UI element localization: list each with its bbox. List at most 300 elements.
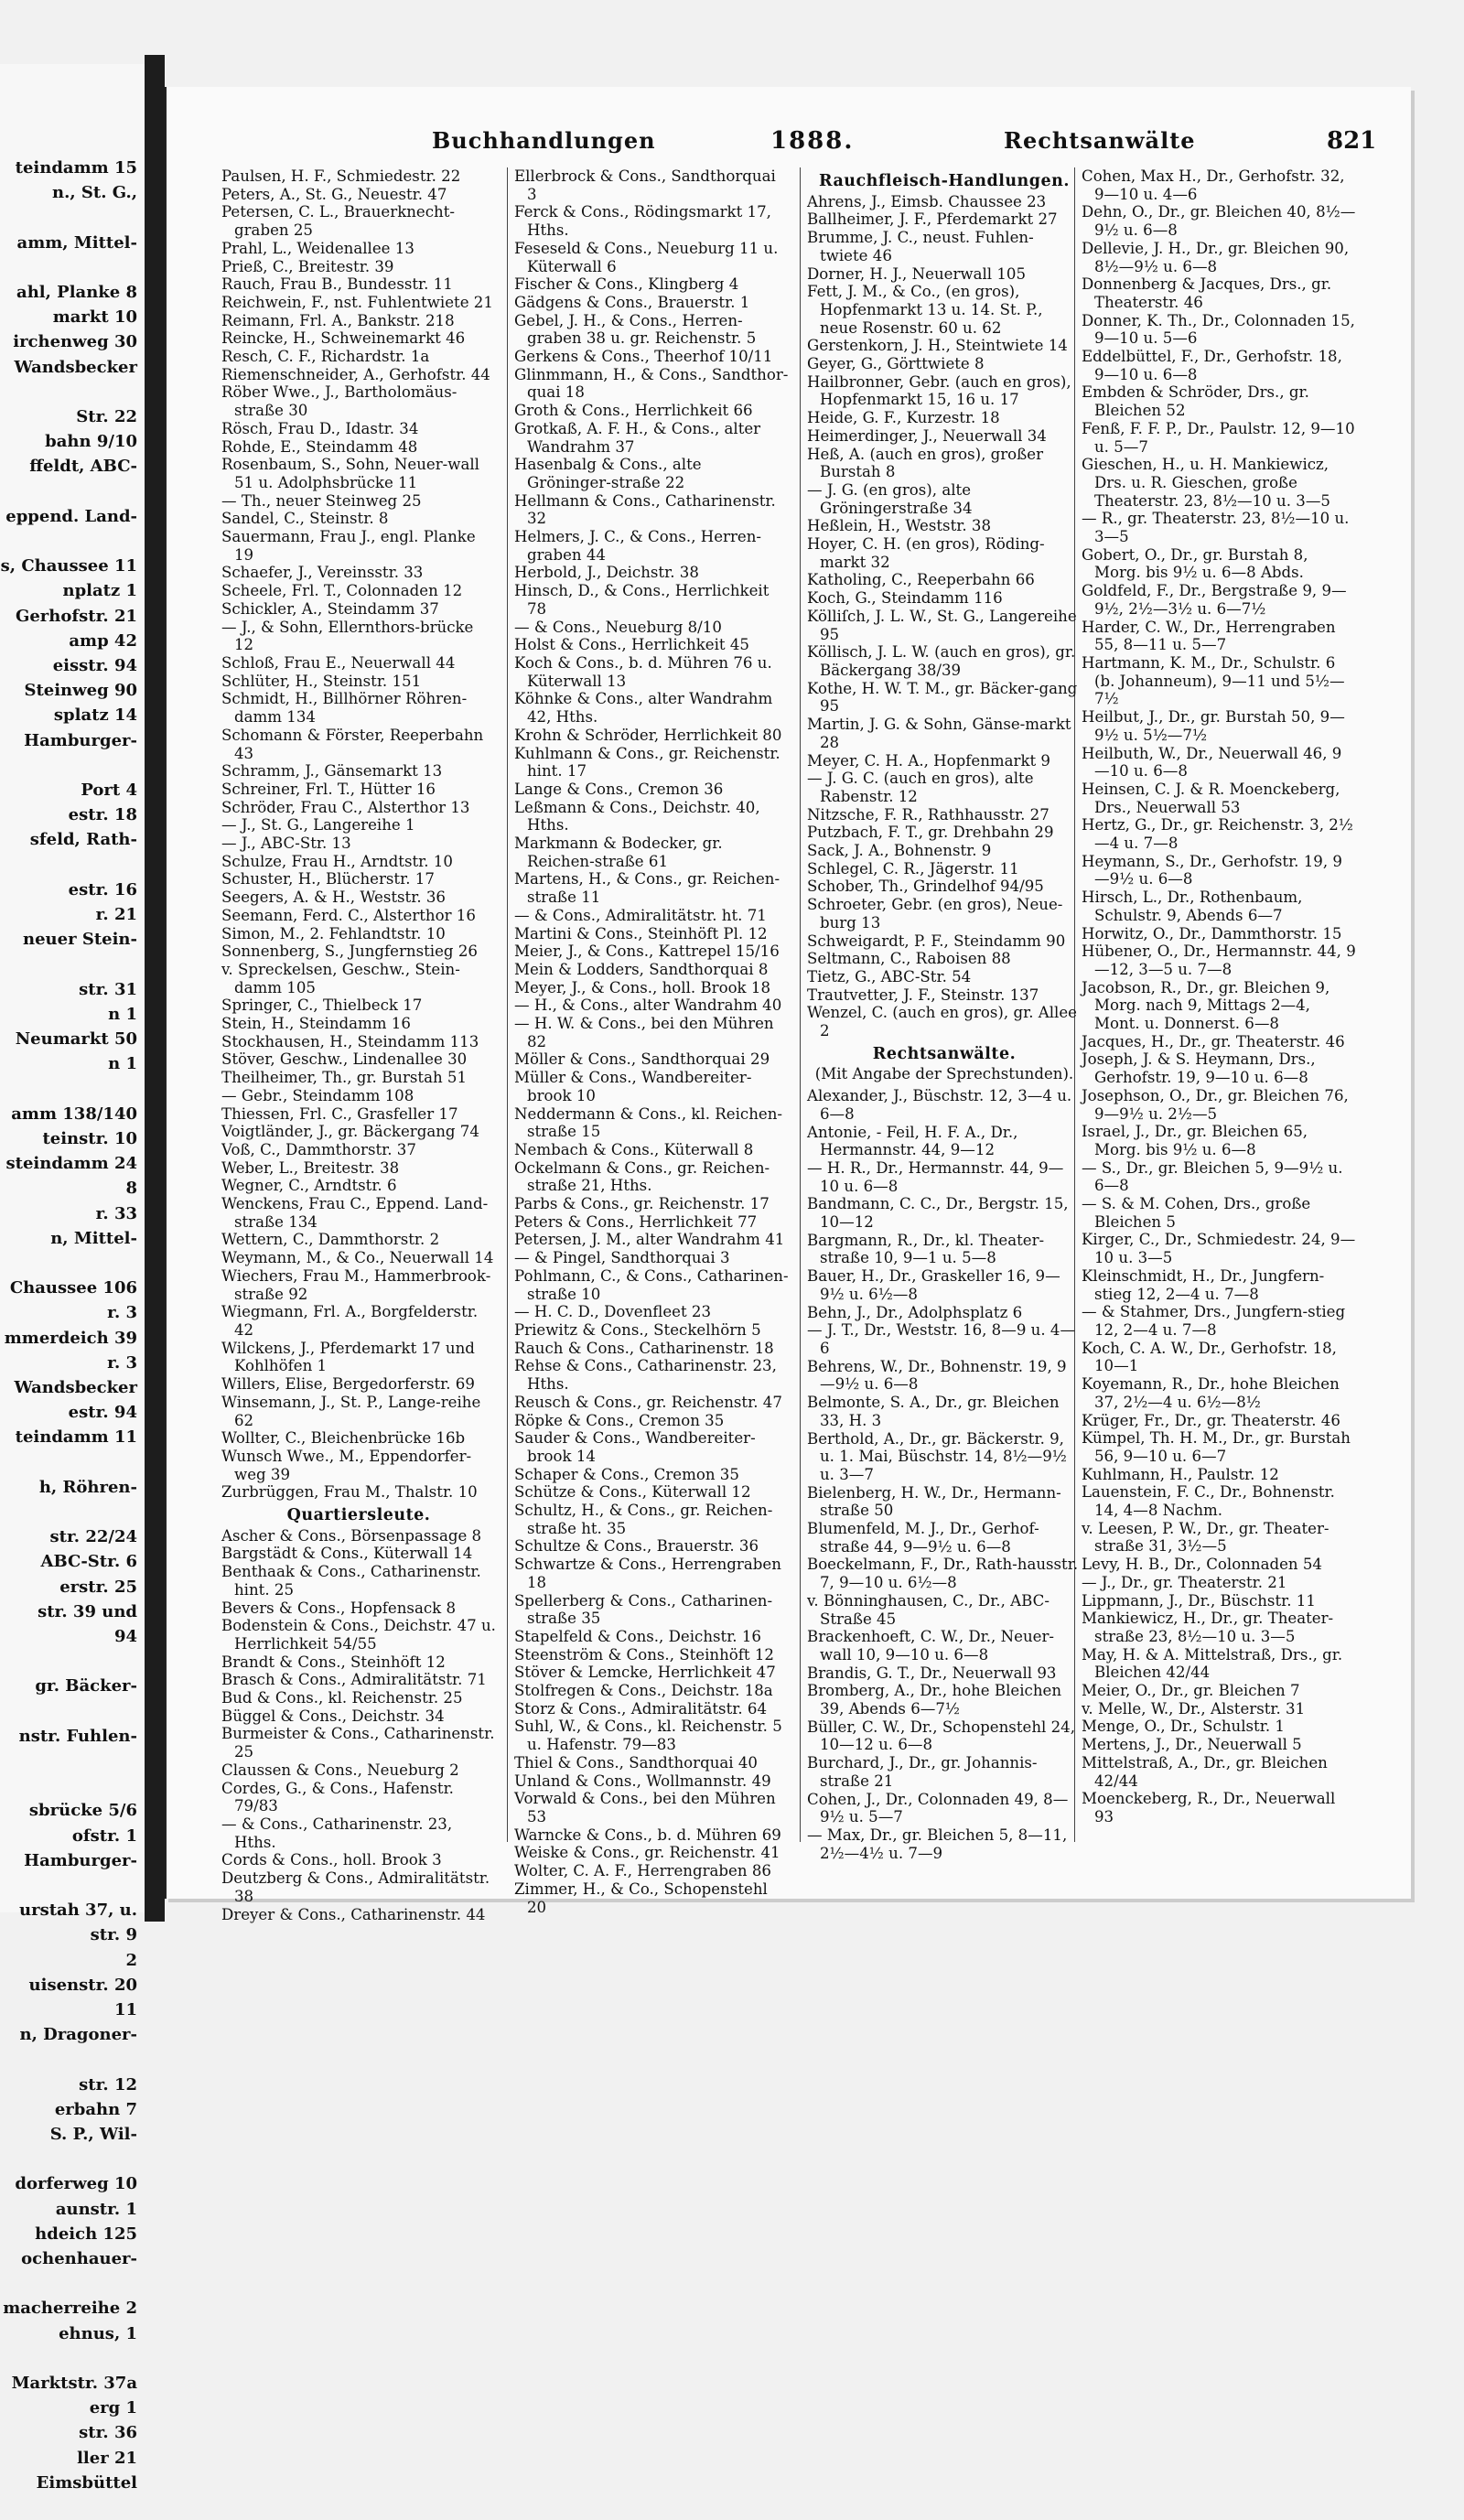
directory-entry: Brumme, J. C., neust. Fuhlen-twiete 46 (807, 229, 1034, 264)
left-fragment-line: mmerdeich 39 (4, 1328, 137, 1348)
left-fragment-line: 8 (125, 1179, 137, 1199)
directory-entry: — & Pingel, Sandthorquai 3 (514, 1249, 730, 1267)
directory-entry: Büller, C. W., Dr., Schopenstehl 24, 10—12 u. 6—8 (807, 1718, 1075, 1754)
directory-entry: Martin, J. G. & Sohn, Gänse-markt 28 (807, 716, 1071, 751)
left-fragment-line: str. 22/24 (49, 1527, 137, 1547)
directory-entry: Spellerberg & Cons., Catharinen-straße 35 (514, 1591, 773, 1628)
directory-entry: Trautvetter, J. F., Steinstr. 137 (807, 985, 1039, 1004)
directory-entry: Petersen, C. L., Brauerknecht-graben 25 (221, 203, 456, 240)
directory-entry: — Th., neuer Steinweg 25 (221, 491, 422, 510)
directory-entry: Ockelmann & Cons., gr. Reichen-straße 21, Hths. (514, 1158, 770, 1195)
header-year: 1888. (770, 127, 855, 155)
directory-entry: — J., Dr., gr. Theaterstr. 21 (1082, 1573, 1287, 1591)
directory-entry: Schlegel, C. R., Jägerstr. 11 (807, 859, 1019, 878)
directory-entry: Koch & Cons., b. d. Mühren 76 u. Küterwall 13 (514, 653, 772, 690)
left-fragment-line (0, 953, 145, 977)
left-fragment-line (0, 753, 145, 778)
directory-entry: Dehn, O., Dr., gr. Bleichen 40, 8½—9½ u. 6—8 (1082, 203, 1356, 240)
left-fragment-line: r. 21 (95, 905, 137, 925)
directory-entry: Bromberg, A., Dr., hohe Bleichen 39, Abends 6—7½ (807, 1682, 1062, 1718)
directory-entry: Krüger, Fr., Dr., gr. Theaterstr. 46 (1082, 1411, 1340, 1429)
directory-entry: Markmann & Bodecker, gr. Reichen-straße 61 (514, 835, 723, 870)
left-fragment-line (0, 2147, 145, 2171)
directory-entry: — & Cons., Neueburg 8/10 (514, 618, 722, 636)
directory-entry: Sauder & Cons., Wandbereiter-brook 14 (514, 1429, 756, 1465)
left-fragment-line: irchenweg 30 (13, 332, 137, 352)
directory-entry: Benthaak & Cons., Catharinenstr. hint. 25 (221, 1563, 481, 1599)
column-divider (800, 167, 801, 1842)
directory-entry: Bud & Cons., kl. Reichenstr. 25 (221, 1689, 463, 1707)
directory-entry: Grotkaß, A. F. H., & Cons., alter Wandrahm 37 (514, 419, 761, 456)
directory-entry: Rehse & Cons., Catharinenstr. 23, Hths. (514, 1357, 777, 1394)
directory-entry: Sack, J. A., Bohnenstr. 9 (807, 842, 992, 860)
directory-entry: Feseseld & Cons., Neueburg 11 u. Küterwall 6 (514, 239, 779, 275)
left-fragment-line: Neumarkt 50 (15, 1029, 137, 1050)
left-fragment-line: s, Chaussee 11 (0, 556, 137, 576)
directory-entry: Möller & Cons., Sandthorquai 29 (514, 1050, 770, 1069)
directory-entry: Wiechers, Frau M., Hammerbrook-straße 92 (221, 1266, 491, 1303)
directory-entry: Gerstenkorn, J. H., Steintwiete 14 (807, 337, 1068, 355)
left-fragment-line: amm 138/140 (11, 1104, 137, 1124)
book-gutter (145, 55, 165, 1922)
directory-entry: Schultze & Cons., Brauerstr. 36 (514, 1537, 759, 1556)
directory-entry: Resch, C. F., Richardstr. 1a (221, 348, 430, 366)
directory-entry: Mankiewicz, H., Dr., gr. Theater-straße 23, 8½—10 u. 3—5 (1082, 1610, 1334, 1645)
section-subheading: (Mit Angabe der Sprechstunden). (814, 1065, 1074, 1083)
directory-entry: Lauenstein, F. C., Dr., Bohnenstr. 14, 4—8 Nachm. (1082, 1483, 1335, 1520)
directory-entry: Lange & Cons., Cremon 36 (514, 780, 724, 798)
directory-entry: Schwartze & Cons., Herrengraben 18 (514, 1556, 781, 1591)
directory-entry: Zurbrüggen, Frau M., Thalstr. 10 (221, 1483, 478, 1502)
directory-entry: Heilbut, J., Dr., gr. Burstah 50, 9—9½ u. 5½—7½ (1082, 708, 1345, 744)
left-fragment-line: dorferweg 10 (15, 2174, 137, 2194)
column-2 (514, 167, 789, 1916)
directory-entry: Wilckens, J., Pferdemarkt 17 und Kohlhöfen 1 (221, 1339, 475, 1375)
directory-entry: Jacques, H., Dr., gr. Theaterstr. 46 (1082, 1032, 1345, 1050)
left-fragment-line: str. 39 und (38, 1601, 137, 1621)
directory-entry: Levy, H. B., Dr., Colonnaden 54 (1082, 1556, 1322, 1574)
directory-entry: Heß, A. (auch en gros), großer Burstah 8 (807, 445, 1044, 481)
directory-entry: Sonnenberg, S., Jungfernstieg 26 (221, 942, 478, 961)
directory-entry: Springer, C., Thielbeck 17 (221, 996, 423, 1015)
directory-entry: Schultz, H., & Cons., gr. Reichen-straße ht. 35 (514, 1502, 773, 1537)
header-left-title: Buchhandlungen (432, 127, 656, 154)
directory-entry: Katholing, C., Reeperbahn 66 (807, 571, 1035, 589)
directory-entry: Menge, O., Dr., Schulstr. 1 (1082, 1718, 1285, 1736)
directory-entry: Joseph, J. & S. Heymann, Drs., Gerhofstr. 19, 9—10 u. 6—8 (1082, 1050, 1316, 1087)
left-fragment-line: ller 21 (77, 2448, 137, 2468)
directory-entry: Fenß, F. F. P., Dr., Paulstr. 12, 9—10 u. 5—7 (1082, 419, 1355, 456)
left-fragment-line: r. 33 (95, 1203, 137, 1223)
directory-entry: Eddelbüttel, F., Dr., Gerhofstr. 18, 9—10 u. 6—8 (1082, 348, 1342, 383)
left-fragment-line: steindamm 24 (5, 1154, 137, 1174)
directory-entry: Bielenberg, H. W., Dr., Hermann-straße 50 (807, 1483, 1061, 1520)
directory-entry: Schickler, A., Steindamm 37 (221, 599, 439, 618)
left-fragment-line: ofstr. 1 (71, 1825, 137, 1846)
directory-entry: Thiel & Cons., Sandthorquai 40 (514, 1753, 758, 1772)
directory-entry: Prieß, C., Breitestr. 39 (221, 257, 394, 275)
directory-entry: Rohde, E., Steindamm 48 (221, 437, 418, 456)
directory-entry: Schroeter, Gebr. (en gros), Neue-burg 13 (807, 896, 1063, 932)
section-heading: Rauchfleisch-Handlungen. (819, 172, 1070, 190)
directory-entry: Vorwald & Cons., bei den Mühren 53 (514, 1790, 776, 1825)
directory-entry: Meyer, C. H. A., Hopfenmarkt 9 (807, 751, 1050, 770)
left-fragment-line (0, 255, 145, 280)
left-fragment-line (0, 2346, 145, 2371)
directory-entry: Fett, J. M., & Co., (en gros), Hopfenmarkt 13 u. 14. St. P., neue Rosenstr. 60 u. 62 (807, 283, 1043, 337)
left-fragment-line: erg 1 (89, 2398, 137, 2418)
directory-entry: Rauch, Frau B., Bundesstr. 11 (221, 275, 453, 294)
directory-entry: Cohen, Max H., Dr., Gerhofstr. 32, 9—10 u. 4—6 (1082, 167, 1345, 203)
left-fragment-line (0, 1450, 145, 1475)
left-fragment-line: splatz 14 (53, 705, 137, 726)
directory-entry: Donnenberg & Jacques, Drs., gr. Theaterstr. 46 (1082, 275, 1332, 311)
left-fragment-line: Chaussee 106 (9, 1278, 137, 1298)
directory-entry: Koyemann, R., Dr., hohe Bleichen 37, 2½—4 u. 6½—8½ (1082, 1375, 1340, 1411)
directory-entry: Wenzel, C. (auch en gros), gr. Allee 2 (807, 1004, 1077, 1040)
directory-entry: — J., & Sohn, Ellernthors-brücke 12 (221, 618, 474, 654)
directory-entry: Schröder, Frau C., Alsterthor 13 (221, 798, 470, 816)
left-fragment-line: ffeldt, ABC- (29, 457, 137, 477)
directory-entry: Mein & Lodders, Sandthorquai 8 (514, 960, 769, 978)
directory-entry: Schmidt, H., Billhörner Röhren-damm 134 (221, 690, 468, 727)
column-3 (807, 167, 1082, 1862)
directory-entry: Cohen, J., Dr., Colonnaden 49, 8—9½ u. 5—7 (807, 1790, 1069, 1826)
directory-entry: Hoyer, C. H. (en gros), Röding-markt 32 (807, 535, 1045, 571)
directory-entry: Moenckeberg, R., Dr., Neuerwall 93 (1082, 1790, 1336, 1825)
directory-entry: Koch, G., Steindamm 116 (807, 589, 1003, 608)
left-fragment-line: Wandsbecker (14, 1377, 137, 1397)
directory-entry: Stöver, Geschw., Lindenallee 30 (221, 1050, 468, 1069)
left-fragment-line: gr. Bäcker- (35, 1676, 137, 1696)
directory-entry: — J., St. G., Langereihe 1 (221, 816, 415, 835)
directory-entry: Lippmann, J., Dr., Büschstr. 11 (1082, 1591, 1316, 1610)
directory-entry: Fischer & Cons., Klingberg 4 (514, 275, 739, 294)
directory-entry: Rösch, Frau D., Idastr. 34 (221, 419, 419, 437)
directory-entry: Hertz, G., Dr., gr. Reichenstr. 3, 2½—4 u. 7—8 (1082, 816, 1353, 853)
left-page-fragment (0, 64, 146, 2493)
directory-entry: Meier, O., Dr., gr. Bleichen 7 (1082, 1682, 1300, 1700)
directory-entry: Gobert, O., Dr., gr. Burstah 8, Morg. bis 9½ u. 6—8 Abds. (1082, 545, 1308, 582)
directory-entry: Reimann, Frl. A., Bankstr. 218 (221, 311, 455, 329)
directory-entry: Heßlein, H., Weststr. 38 (807, 517, 992, 535)
directory-entry: Behrens, W., Dr., Bohnenstr. 19, 9—9½ u. 6—8 (807, 1357, 1067, 1394)
directory-entry: Harder, C. W., Dr., Herrengraben 55, 8—11 u. 5—7 (1082, 618, 1336, 654)
directory-entry: Belmonte, S. A., Dr., gr. Bleichen 33, H. 3 (807, 1394, 1060, 1429)
directory-entry: Warncke & Cons., b. d. Mühren 69 (514, 1825, 781, 1844)
directory-entry: Wenckens, Frau C., Eppend. Land-straße 134 (221, 1195, 489, 1231)
left-fragment-line: str. 31 (79, 979, 137, 999)
directory-entry: Ahrens, J., Eimsb. Chaussee 23 (807, 192, 1047, 210)
directory-entry: Rosenbaum, S., Sohn, Neuer-wall 51 u. Adolphsbrücke 11 (221, 456, 479, 491)
directory-entry: — Max, Dr., gr. Bleichen 5, 8—11, 2½—4½ u. 7—9 (807, 1825, 1068, 1862)
directory-entry: Röpke & Cons., Cremon 35 (514, 1411, 725, 1429)
left-fragment-line: bahn 9/10 (45, 432, 137, 452)
directory-entry: Simon, M., 2. Fehlandtstr. 10 (221, 924, 446, 942)
directory-entry: Dreyer & Cons., Catharinenstr. 44 (221, 1905, 486, 1923)
left-fragment-line: Hamburger- (24, 1850, 137, 1870)
directory-entry: Hellmann & Cons., Catharinenstr. 32 (514, 491, 776, 528)
directory-entry: Prahl, L., Weidenallee 13 (221, 239, 414, 257)
directory-entry: Kuhlmann & Cons., gr. Reichenstr. hint. 17 (514, 744, 780, 781)
header-right-title: Rechtsanwälte (1004, 127, 1196, 154)
left-fragment-line (0, 529, 145, 554)
left-fragment-line: Port 4 (81, 781, 137, 801)
left-fragment-line: sbrücke 5/6 (28, 1801, 137, 1821)
directory-entry: Kleinschmidt, H., Dr., Jungfern-stieg 12, 2—4 u. 7—8 (1082, 1266, 1325, 1303)
left-fragment-line (0, 2495, 145, 2520)
left-fragment-line: ochenhauer- (21, 2249, 137, 2269)
directory-entry: Theilheimer, Th., gr. Burstah 51 (221, 1069, 468, 1087)
directory-entry: Groth & Cons., Herrlichkeit 66 (514, 402, 753, 420)
directory-entry: Israel, J., Dr., gr. Bleichen 65, Morg. bis 9½ u. 6—8 (1082, 1123, 1308, 1158)
left-fragment-line: teinstr. 10 (42, 1128, 137, 1148)
directory-entry: Sandel, C., Steinstr. 8 (221, 510, 389, 528)
directory-entry: Blumenfeld, M. J., Dr., Gerhof-straße 44, 9—9½ u. 6—8 (807, 1520, 1039, 1556)
directory-entry: Schober, Th., Grindelhof 94/95 (807, 878, 1044, 896)
directory-entry: Kirger, C., Dr., Schmiedestr. 24, 9—10 u. 3—5 (1082, 1231, 1356, 1267)
directory-entry: Herbold, J., Deichstr. 38 (514, 564, 699, 582)
directory-entry: Weiske & Cons., gr. Reichenstr. 41 (514, 1844, 780, 1862)
directory-entry: Heilbuth, W., Dr., Neuerwall 46, 9—10 u. 6—8 (1082, 744, 1342, 781)
left-fragment-line: n, Mittel- (50, 1228, 137, 1248)
directory-entry: Müller & Cons., Wandbereiter-brook 10 (514, 1069, 752, 1104)
directory-entry: Zimmer, H., & Co., Schopenstehl 20 (514, 1879, 768, 1916)
directory-entry: Behn, J., Dr., Adolphsplatz 6 (807, 1303, 1023, 1321)
directory-entry: Ascher & Cons., Börsenpassage 8 (221, 1526, 482, 1545)
left-fragment-line (0, 1699, 145, 1724)
directory-entry: Wiegmann, Frl. A., Borgfelderstr. 42 (221, 1303, 479, 1339)
directory-entry: Jacobson, R., Dr., gr. Bleichen 9, Morg. nach 9, Mittags 2—4, Mont. u. Donnerst. 6—8 (1082, 978, 1330, 1033)
directory-entry: Deutzberg & Cons., Admiralitätstr. 38 (221, 1869, 490, 1905)
directory-entry: Petersen, J. M., alter Wandrahm 41 (514, 1231, 785, 1249)
directory-entry: Wettern, C., Dammthorstr. 2 (221, 1231, 440, 1249)
directory-entry: — J. T., Dr., Weststr. 16, 8—9 u. 4—6 (807, 1321, 1076, 1357)
directory-entry: Thiessen, Frl. C., Grasfeller 17 (221, 1104, 458, 1123)
left-fragment-line: nplatz 1 (62, 581, 137, 601)
left-fragment-line: n, Dragoner- (19, 2025, 137, 2045)
directory-entry: — H., & Cons., alter Wandrahm 40 (514, 996, 782, 1015)
directory-entry: Antonie, - Feil, H. F. A., Dr., Hermannstr. 44, 9—12 (807, 1123, 1018, 1159)
directory-entry: Bauer, H., Dr., Graskeller 16, 9—9½ u. 6½—8 (807, 1267, 1060, 1303)
directory-entry: Hirsch, L., Dr., Rothenbaum, Schulstr. 9, Abends 6—7 (1082, 888, 1303, 924)
left-fragment-line (0, 380, 145, 404)
left-fragment-line: urstah 37, u. (19, 1901, 137, 1921)
directory-entry: Gebel, J. H., & Cons., Herren-graben 38 u. gr. Reichenstr. 5 (514, 311, 757, 348)
left-fragment-line: 94 (113, 1626, 137, 1646)
left-fragment-line: teindamm 11 (15, 1427, 137, 1448)
directory-entry: Büggel & Cons., Deichstr. 34 (221, 1707, 445, 1725)
left-fragment-line: h, Röhren- (38, 1477, 137, 1497)
left-fragment-line: nstr. Fuhlen- (18, 1726, 137, 1746)
directory-entry: Leßmann & Cons., Deichstr. 40, Hths. (514, 798, 760, 835)
directory-entry: Schlüter, H., Steinstr. 151 (221, 672, 422, 690)
directory-entry: Claussen & Cons., Neueburg 2 (221, 1761, 459, 1779)
directory-entry: Stolfregen & Cons., Deichstr. 18a (514, 1682, 773, 1700)
left-fragment-line: n 1 (108, 1054, 137, 1074)
directory-entry: — S., Dr., gr. Bleichen 5, 9—9½ u. 6—8 (1082, 1158, 1343, 1195)
left-fragment-line: erbahn 7 (54, 2099, 137, 2119)
directory-entry: Wollter, C., Bleichenbrücke 16b (221, 1429, 466, 1448)
directory-entry: Stöver & Lemcke, Herrlichkeit 47 (514, 1664, 776, 1682)
directory-entry: Schweigardt, P. F., Steindamm 90 (807, 932, 1066, 950)
directory-entry: Glinmmann, H., & Cons., Sandthor-quai 18 (514, 365, 789, 402)
left-fragment-line: amp 42 (69, 630, 137, 651)
directory-entry: Martini & Cons., Steinhöft Pl. 12 (514, 924, 768, 942)
left-fragment-line: 11 (113, 2000, 137, 2020)
left-fragment-line: r. 3 (107, 1303, 137, 1323)
left-fragment-line: Gerhofstr. 21 (15, 606, 137, 626)
directory-entry: Hartmann, K. M., Dr., Schulstr. 6 (b. Johanneum), 9—11 und 5½—7½ (1082, 653, 1345, 708)
directory-entry: Hasenbalg & Cons., alte Gröninger-straße 22 (514, 456, 702, 491)
left-fragment-line (0, 1077, 145, 1102)
directory-entry: Stockhausen, H., Steindamm 113 (221, 1032, 479, 1050)
directory-entry: Kölliſch, J. L. W., St. G., Langereihe 95 (807, 607, 1077, 643)
left-fragment-line (0, 853, 145, 878)
directory-entry: Goldfeld, F., Dr., Bergstraße 9, 9—9½, 2½—3½ u. 6—7½ (1082, 582, 1347, 618)
directory-entry: Winsemann, J., St. P., Lange-reihe 62 (221, 1393, 481, 1429)
directory-entry: Voigtländer, J., gr. Bäckergang 74 (221, 1123, 479, 1141)
left-fragment-line (0, 205, 145, 230)
directory-entry: Dorner, H. J., Neuerwall 105 (807, 264, 1027, 283)
left-fragment-line: 2 (125, 1950, 137, 1970)
directory-entry: Suhl, W., & Cons., kl. Reichenstr. 5 u. Hafenstr. 79—83 (514, 1718, 782, 1754)
left-fragment-line: Marktstr. 37a (11, 2374, 137, 2394)
directory-entry: Heide, G. F., Kurzestr. 18 (807, 409, 1000, 427)
directory-entry: — J. G. (en gros), alte Gröningerstraße 34 (807, 480, 973, 517)
directory-entry: Heinsen, C. J. & R. Moenckeberg, Drs., Neuerwall 53 (1082, 780, 1340, 816)
left-fragment-line: Wandsbecker (14, 357, 137, 377)
left-fragment-line: erstr. 25 (59, 1577, 137, 1597)
directory-entry: Köllisch, J. L. W. (auch en gros), gr. Bäckergang 38/39 (807, 643, 1076, 679)
directory-entry: May, H. & A. Mittelstraß, Drs., gr. Bleichen 42/44 (1082, 1645, 1343, 1682)
directory-entry: Mittelstraß, A., Dr., gr. Bleichen 42/44 (1082, 1753, 1328, 1790)
left-fragment-line: ehnus, 1 (59, 2323, 137, 2343)
directory-entry: — & Cons., Catharinenstr. 23, Hths. (221, 1815, 453, 1851)
left-fragment-line: uisenstr. 20 (28, 1975, 137, 1995)
directory-entry: Köhnke & Cons., alter Wandrahm 42, Hths. (514, 690, 773, 727)
directory-entry: Gerkens & Cons., Theerhof 10/11 (514, 348, 773, 366)
directory-entry: Meier, J., & Cons., Kattrepel 15/16 (514, 942, 780, 961)
directory-entry: Stapelfeld & Cons., Deichstr. 16 (514, 1627, 761, 1645)
directory-entry: Holst & Cons., Herrlichkeit 45 (514, 636, 749, 654)
directory-entry: Schomann & Förster, Reeperbahn 43 (221, 726, 484, 762)
left-fragment-line: n 1 (108, 1004, 137, 1024)
directory-entry: Neddermann & Cons., kl. Reichen-straße 15 (514, 1104, 782, 1141)
directory-entry: Kuhlmann, H., Paulstr. 12 (1082, 1465, 1279, 1483)
directory-entry: Brasch & Cons., Admiralitätstr. 71 (221, 1671, 487, 1689)
left-fragment-line: estr. 18 (68, 805, 137, 825)
directory-entry: v. Bönninghausen, C., Dr., ABC-Straße 45 (807, 1591, 1050, 1628)
left-fragment-line (0, 1773, 145, 1798)
left-fragment-line: ABC-Str. 6 (40, 1552, 137, 1572)
directory-entry: — J. G. C. (auch en gros), alte Rabenstr. 12 (807, 770, 1034, 805)
directory-entry: Hübener, O., Dr., Hermannstr. 44, 9—12, 3—5 u. 7—8 (1082, 942, 1356, 978)
directory-entry: Wunsch Wwe., M., Eppendorfer-weg 39 (221, 1447, 472, 1483)
directory-entry: Cords & Cons., holl. Brook 3 (221, 1851, 442, 1869)
left-fragment-line (0, 2271, 145, 2296)
directory-entry: Donner, K. Th., Dr., Colonnaden 15, 9—10 u. 5—6 (1082, 311, 1355, 348)
directory-entry: Wegner, C., Arndtstr. 6 (221, 1177, 397, 1195)
left-fragment-line: estr. 16 (68, 879, 137, 899)
directory-entry: Bodenstein & Cons., Deichstr. 47 u. Herrlichkeit 54/55 (221, 1617, 496, 1653)
directory-entry: Paulsen, H. F., Schmiedestr. 22 (221, 167, 461, 185)
directory-entry: Riemenschneider, A., Gerhofstr. 44 (221, 365, 490, 383)
directory-entry: Röber Wwe., J., Bartholomäus-straße 30 (221, 383, 458, 420)
directory-entry: Wolter, C. A. F., Herrengraben 86 (514, 1862, 771, 1880)
left-fragment-line: estr. 94 (68, 1403, 137, 1423)
directory-page (165, 87, 1411, 1923)
directory-entry: Sauermann, Frau J., engl. Planke 19 (221, 528, 476, 564)
directory-entry: Geyer, G., Görttwiete 8 (807, 355, 985, 373)
directory-entry: Embden & Schröder, Drs., gr. Bleichen 52 (1082, 383, 1309, 420)
left-fragment-line: n., St. G., (52, 183, 137, 203)
directory-entry: — J., ABC-Str. 13 (221, 835, 351, 853)
directory-entry: Schaper & Cons., Cremon 35 (514, 1465, 739, 1483)
directory-entry: Schreiner, Frl. T., Hütter 16 (221, 780, 436, 798)
directory-entry: Meyer, J., & Cons., holl. Brook 18 (514, 978, 771, 996)
directory-entry: v. Melle, W., Dr., Alsterstr. 31 (1082, 1699, 1306, 1718)
left-fragment-line: aunstr. 1 (55, 2199, 137, 2219)
directory-entry: v. Leesen, P. W., Dr., gr. Theater-straße 31, 3½—5 (1082, 1519, 1329, 1556)
left-fragment-line: sfeld, Rath- (29, 830, 137, 850)
directory-entry: Steenström & Cons., Steinhöft 12 (514, 1645, 774, 1664)
left-fragment-line: str. 9 (90, 1925, 137, 1945)
directory-entry: Schuster, H., Blücherstr. 17 (221, 870, 435, 888)
directory-entry: Hinsch, D., & Cons., Herrlichkeit 78 (514, 582, 770, 618)
directory-entry: Schütze & Cons., Küterwall 12 (514, 1483, 751, 1502)
left-fragment-line: amm, Mittel- (16, 232, 137, 253)
directory-entry: Berthold, A., Dr., gr. Bäckerstr. 9, u. 1. Mai, Büschstr. 14, 8½—9½ u. 3—7 (807, 1429, 1067, 1483)
directory-entry: Bandmann, C. C., Dr., Bergstr. 15, 10—12 (807, 1195, 1069, 1232)
directory-entry: Ballheimer, J. F., Pferdemarkt 27 (807, 210, 1058, 229)
directory-entry: Cordes, G., & Cons., Hafenstr. 79/83 (221, 1779, 454, 1815)
left-fragment-line: Str. 22 (76, 407, 137, 427)
left-fragment-line (0, 1873, 145, 1898)
left-fragment-line (0, 2047, 145, 2072)
left-fragment-line (0, 479, 145, 504)
directory-entry: — H. C. D., Dovenfleet 23 (514, 1303, 712, 1321)
directory-entry: Storz & Cons., Admiralitätstr. 64 (514, 1699, 768, 1718)
column-4 (1082, 167, 1356, 1842)
directory-entry: — R., gr. Theaterstr. 23, 8½—10 u. 3—5 (1082, 510, 1350, 546)
directory-entry: Koch, C. A. W., Dr., Gerhofstr. 18, 10—1 (1082, 1339, 1337, 1375)
directory-entry: Kothe, H. W. T. M., gr. Bäcker-gang 95 (807, 679, 1078, 716)
directory-entry: — & Stahmer, Drs., Jungfern-stieg 12, 2—4 u. 7—8 (1082, 1303, 1346, 1339)
left-fragment-line: r. 3 (107, 1352, 137, 1373)
directory-entry: Kümpel, Th. H. M., Dr., gr. Burstah 56, 9—10 u. 6—7 (1082, 1429, 1351, 1465)
directory-entry: Heymann, S., Dr., Gerhofstr. 19, 9—9½ u. 6—8 (1082, 852, 1342, 888)
directory-entry: Bargstädt & Cons., Küterwall 14 (221, 1545, 473, 1563)
page-number: 821 (1327, 127, 1377, 155)
left-fragment-line: str. 36 (79, 2423, 137, 2443)
directory-entry: Schulze, Frau H., Arndtstr. 10 (221, 852, 453, 870)
directory-entry: Nitzsche, F. R., Rathhausstr. 27 (807, 805, 1050, 824)
directory-entry: Weymann, M., & Co., Neuerwall 14 (221, 1249, 494, 1267)
directory-entry: Weber, L., Breitestr. 38 (221, 1158, 400, 1177)
directory-entry: Alexander, J., Büschstr. 12, 3—4 u. 6—8 (807, 1087, 1072, 1123)
left-fragment-line: str. 12 (79, 2074, 137, 2095)
left-fragment-line: Eimsbüttel (36, 2472, 137, 2493)
directory-entry: Horwitz, O., Dr., Dammthorstr. 15 (1082, 924, 1342, 942)
directory-entry: Gädgens & Cons., Brauerstr. 1 (514, 293, 750, 311)
left-fragment-line: Hamburger- (24, 730, 137, 750)
left-fragment-line: hdeich 125 (35, 2224, 137, 2244)
directory-entry: Hailbronner, Gebr. (auch en gros), Hopfenmarkt 15, 16 u. 17 (807, 372, 1071, 409)
directory-entry: Unland & Cons., Wollmannstr. 49 (514, 1772, 771, 1790)
column-divider (507, 167, 508, 1842)
directory-entry: Nembach & Cons., Küterwall 8 (514, 1140, 754, 1158)
